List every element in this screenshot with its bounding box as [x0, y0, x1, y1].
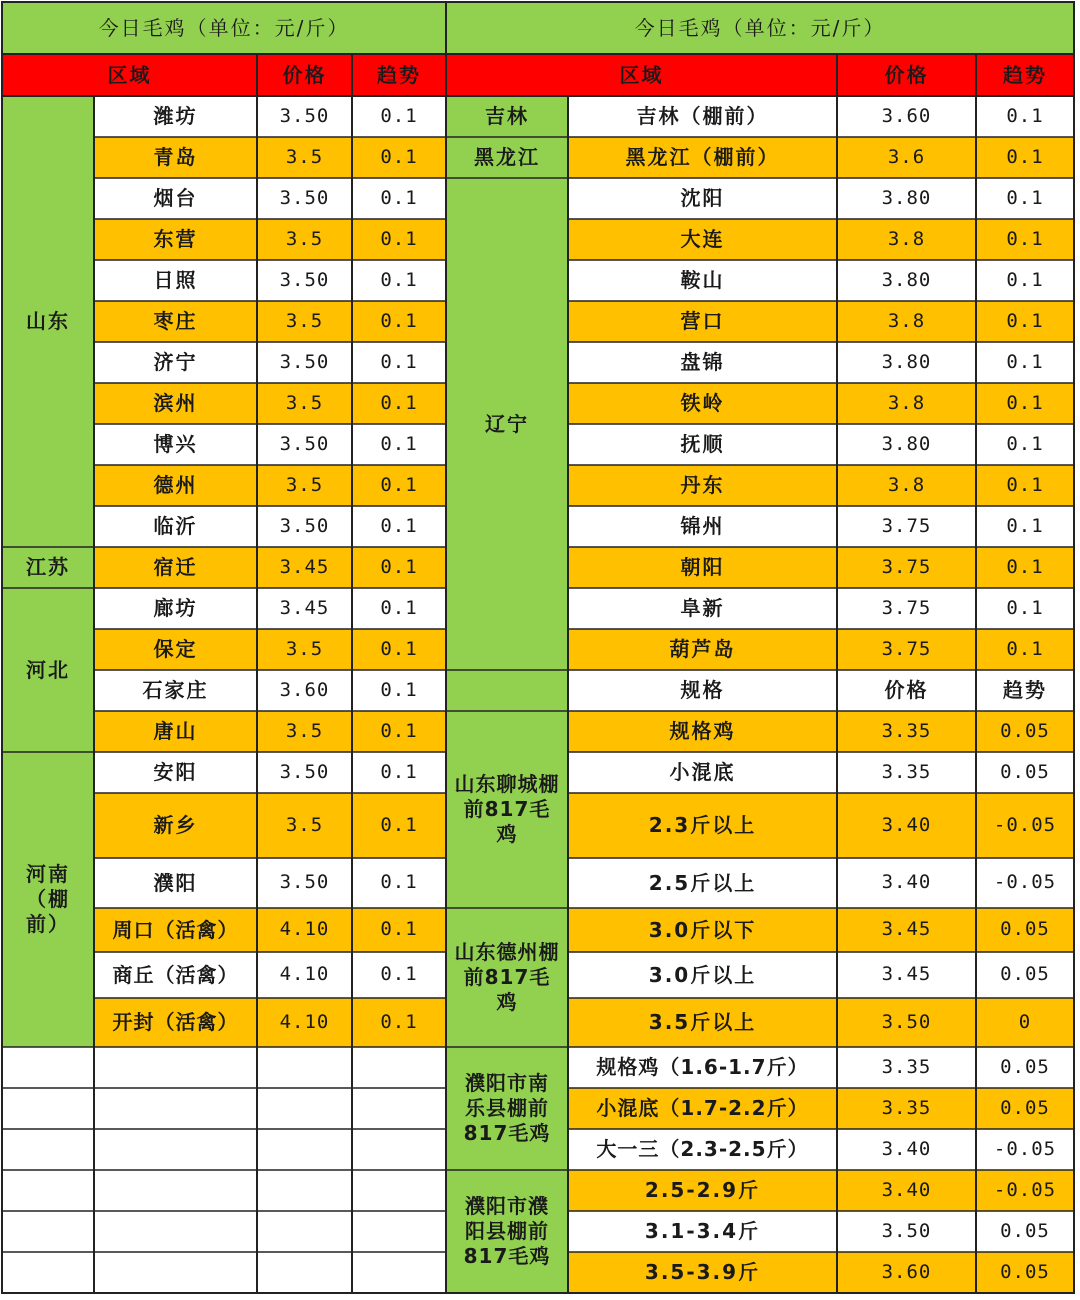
price-cell: 4.10 [257, 908, 352, 952]
city-cell: 营口 [568, 301, 837, 342]
spec-cell: 3.0斤以下 [568, 908, 837, 952]
price-cell: 3.5 [257, 629, 352, 670]
trend-cell: 0.1 [352, 178, 446, 219]
trend-cell: 0.1 [976, 219, 1074, 260]
price-cell: 3.35 [837, 711, 976, 752]
trend-cell: 0.1 [352, 342, 446, 383]
price-cell: 3.60 [257, 670, 352, 711]
province-liaoning: 辽宁 [446, 178, 568, 670]
trend-cell: 0.1 [976, 301, 1074, 342]
price-cell: 3.75 [837, 588, 976, 629]
price-cell: 3.50 [257, 424, 352, 465]
price-cell: 3.8 [837, 219, 976, 260]
trend-cell: 0.05 [976, 1252, 1074, 1293]
spec-cell: 3.5-3.9斤 [568, 1252, 837, 1293]
city-cell: 濮阳 [94, 858, 257, 908]
price-cell: 3.6 [837, 137, 976, 178]
price-cell: 3.5 [257, 465, 352, 506]
trend-cell: 0.1 [352, 506, 446, 547]
left-title: 今日毛鸡（单位：元/斤） [2, 2, 446, 54]
price-cell: 3.50 [257, 858, 352, 908]
price-cell: 3.40 [837, 793, 976, 858]
trend-cell: 0.1 [352, 260, 446, 301]
price-cell: 4.10 [257, 952, 352, 998]
city-cell: 宿迁 [94, 547, 257, 588]
price-cell: 3.50 [837, 998, 976, 1047]
city-cell: 日照 [94, 260, 257, 301]
spec-cell: 2.5-2.9斤 [568, 1170, 837, 1211]
trend-cell: 0.1 [976, 260, 1074, 301]
group-dezhou: 山东德州棚前817毛鸡 [446, 908, 568, 1047]
price-cell: 3.50 [257, 752, 352, 793]
trend-cell: 0.1 [352, 96, 446, 137]
city-cell: 锦州 [568, 506, 837, 547]
price-cell: 3.35 [837, 752, 976, 793]
trend-cell: 0.1 [976, 342, 1074, 383]
city-cell: 博兴 [94, 424, 257, 465]
city-cell: 朝阳 [568, 547, 837, 588]
trend-cell: -0.05 [976, 1129, 1074, 1170]
price-cell: 3.45 [257, 547, 352, 588]
spec-cell: 3.0斤以上 [568, 952, 837, 998]
trend-cell: 0.1 [976, 506, 1074, 547]
right-title: 今日毛鸡（单位：元/斤） [446, 2, 1074, 54]
price-cell: 3.50 [257, 260, 352, 301]
price-cell: 3.60 [837, 96, 976, 137]
city-cell: 新乡 [94, 793, 257, 858]
city-cell: 葫芦岛 [568, 629, 837, 670]
price-cell: 3.50 [257, 96, 352, 137]
price-cell: 3.5 [257, 793, 352, 858]
trend-cell: 0.05 [976, 1088, 1074, 1129]
price-cell: 3.8 [837, 383, 976, 424]
spec-header-price: 价格 [837, 670, 976, 711]
city-cell: 石家庄 [94, 670, 257, 711]
city-cell: 临沂 [94, 506, 257, 547]
trend-cell: 0.1 [352, 465, 446, 506]
price-cell: 3.5 [257, 383, 352, 424]
trend-cell: 0.05 [976, 752, 1074, 793]
trend-cell: 0.1 [976, 137, 1074, 178]
price-cell: 3.75 [837, 547, 976, 588]
spec-cell: 3.5斤以上 [568, 998, 837, 1047]
price-cell: 3.75 [837, 506, 976, 547]
trend-cell: -0.05 [976, 793, 1074, 858]
spec-cell: 小混底 [568, 752, 837, 793]
trend-cell: 0.05 [976, 952, 1074, 998]
price-cell: 3.40 [837, 858, 976, 908]
price-cell: 3.35 [837, 1047, 976, 1088]
trend-cell: 0.1 [976, 629, 1074, 670]
trend-cell: -0.05 [976, 858, 1074, 908]
trend-cell: 0.1 [976, 96, 1074, 137]
city-cell: 东营 [94, 219, 257, 260]
left-header-region: 区域 [2, 54, 257, 96]
city-cell: 德州 [94, 465, 257, 506]
spec-cell: 2.5斤以上 [568, 858, 837, 908]
province-henan: 河南（棚前） [2, 752, 94, 1047]
price-cell: 3.80 [837, 424, 976, 465]
group-puyang: 濮阳市濮阳县棚前817毛鸡 [446, 1170, 568, 1293]
left-header-trend: 趋势 [352, 54, 446, 96]
trend-cell: 0.1 [976, 465, 1074, 506]
spec-cell: 小混底（1.7-2.2斤） [568, 1088, 837, 1129]
province-jiangsu: 江苏 [2, 547, 94, 588]
city-cell: 丹东 [568, 465, 837, 506]
trend-cell: 0.1 [976, 588, 1074, 629]
city-cell: 沈阳 [568, 178, 837, 219]
price-cell: 3.35 [837, 1088, 976, 1129]
spec-cell: 2.3斤以上 [568, 793, 837, 858]
price-cell: 3.8 [837, 465, 976, 506]
trend-cell: 0.1 [976, 547, 1074, 588]
city-cell: 铁岭 [568, 383, 837, 424]
city-cell: 鞍山 [568, 260, 837, 301]
province-jilin: 吉林 [446, 96, 568, 137]
city-cell: 商丘（活禽） [94, 952, 257, 998]
city-cell: 大连 [568, 219, 837, 260]
city-cell: 黑龙江（棚前） [568, 137, 837, 178]
city-cell: 保定 [94, 629, 257, 670]
trend-cell: 0.1 [352, 424, 446, 465]
price-cell: 3.5 [257, 137, 352, 178]
spec-header-blank [446, 670, 568, 711]
city-cell: 周口（活禽） [94, 908, 257, 952]
price-cell: 3.50 [257, 178, 352, 219]
trend-cell: 0.1 [352, 301, 446, 342]
spec-cell: 大一三（2.3-2.5斤） [568, 1129, 837, 1170]
price-cell: 3.45 [837, 908, 976, 952]
group-liaocheng: 山东聊城棚前817毛鸡 [446, 711, 568, 908]
trend-cell: 0 [976, 998, 1074, 1047]
price-cell: 3.50 [837, 1211, 976, 1252]
city-cell: 潍坊 [94, 96, 257, 137]
city-cell: 济宁 [94, 342, 257, 383]
price-cell: 3.40 [837, 1129, 976, 1170]
trend-cell: 0.1 [352, 137, 446, 178]
trend-cell: 0.1 [352, 711, 446, 752]
trend-cell: 0.1 [352, 383, 446, 424]
trend-cell: 0.05 [976, 908, 1074, 952]
price-cell: 3.80 [837, 260, 976, 301]
city-cell: 抚顺 [568, 424, 837, 465]
trend-cell: 0.1 [352, 793, 446, 858]
spec-header-trend: 趋势 [976, 670, 1074, 711]
price-cell: 3.60 [837, 1252, 976, 1293]
province-shandong: 山东 [2, 96, 94, 547]
province-heilongjiang: 黑龙江 [446, 137, 568, 178]
city-cell: 唐山 [94, 711, 257, 752]
spec-cell: 规格鸡（1.6-1.7斤） [568, 1047, 837, 1088]
trend-cell: -0.05 [976, 1170, 1074, 1211]
trend-cell: 0.1 [352, 998, 446, 1047]
price-cell: 3.45 [257, 588, 352, 629]
trend-cell: 0.1 [352, 908, 446, 952]
price-cell: 3.45 [837, 952, 976, 998]
price-cell: 3.50 [257, 506, 352, 547]
right-header-price: 价格 [837, 54, 976, 96]
price-cell: 3.50 [257, 342, 352, 383]
trend-cell: 0.05 [976, 1047, 1074, 1088]
trend-cell: 0.1 [976, 178, 1074, 219]
trend-cell: 0.1 [976, 424, 1074, 465]
spec-cell: 3.1-3.4斤 [568, 1211, 837, 1252]
city-cell: 开封（活禽） [94, 998, 257, 1047]
trend-cell: 0.1 [976, 383, 1074, 424]
group-nanle: 濮阳市南乐县棚前817毛鸡 [446, 1047, 568, 1170]
price-cell: 3.5 [257, 711, 352, 752]
province-hebei: 河北 [2, 588, 94, 752]
city-cell: 安阳 [94, 752, 257, 793]
city-cell: 滨州 [94, 383, 257, 424]
city-cell: 烟台 [94, 178, 257, 219]
city-cell: 吉林（棚前） [568, 96, 837, 137]
trend-cell: 0.1 [352, 219, 446, 260]
trend-cell: 0.05 [976, 711, 1074, 752]
price-cell: 3.40 [837, 1170, 976, 1211]
price-cell: 3.75 [837, 629, 976, 670]
city-cell: 阜新 [568, 588, 837, 629]
city-cell: 廊坊 [94, 588, 257, 629]
trend-cell: 0.1 [352, 670, 446, 711]
trend-cell: 0.1 [352, 547, 446, 588]
trend-cell: 0.05 [976, 1211, 1074, 1252]
price-cell: 4.10 [257, 998, 352, 1047]
trend-cell: 0.1 [352, 858, 446, 908]
price-cell: 3.8 [837, 301, 976, 342]
price-cell: 3.80 [837, 342, 976, 383]
price-cell: 3.5 [257, 301, 352, 342]
trend-cell: 0.1 [352, 588, 446, 629]
spec-cell: 规格鸡 [568, 711, 837, 752]
right-header-trend: 趋势 [976, 54, 1074, 96]
price-cell: 3.80 [837, 178, 976, 219]
trend-cell: 0.1 [352, 752, 446, 793]
spec-header-label: 规格 [568, 670, 837, 711]
price-cell: 3.5 [257, 219, 352, 260]
right-header-region: 区域 [446, 54, 837, 96]
city-cell: 盘锦 [568, 342, 837, 383]
left-header-price: 价格 [257, 54, 352, 96]
trend-cell: 0.1 [352, 629, 446, 670]
trend-cell: 0.1 [352, 952, 446, 998]
city-cell: 枣庄 [94, 301, 257, 342]
city-cell: 青岛 [94, 137, 257, 178]
